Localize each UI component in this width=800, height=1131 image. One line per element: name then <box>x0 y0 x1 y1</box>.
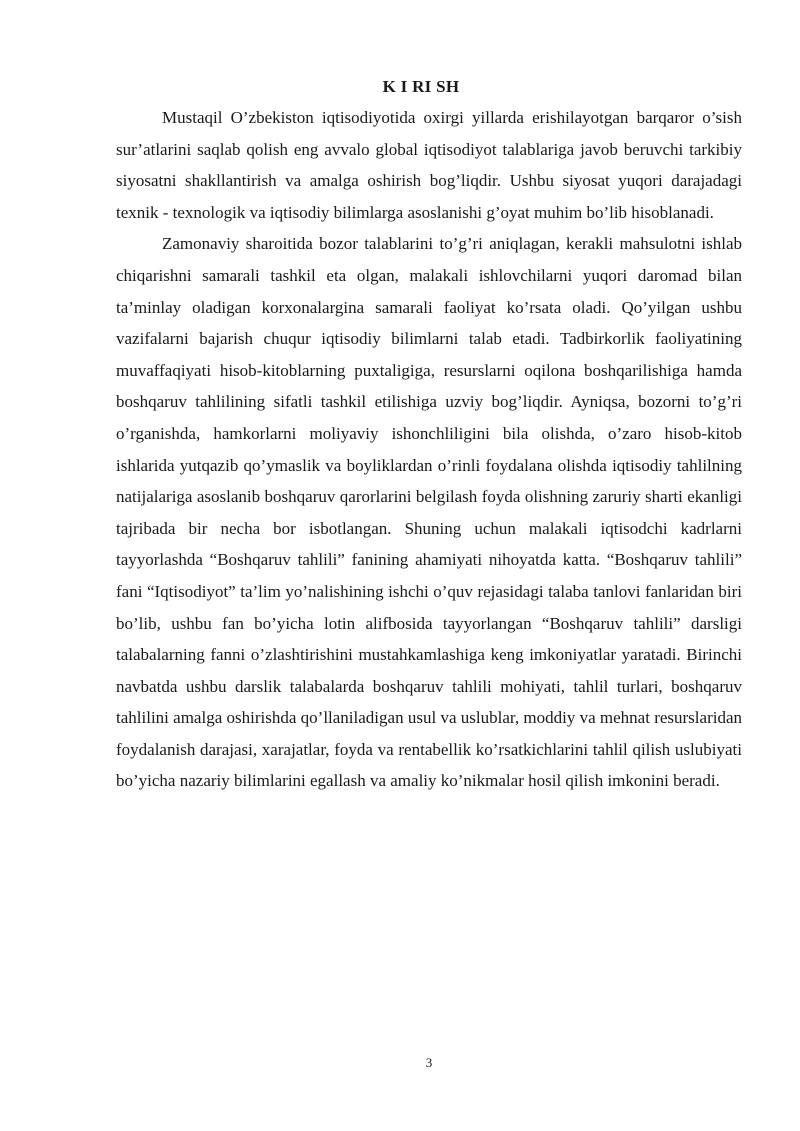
paragraph-2: Zamonaviy sharoitida bozor talablarini to’g’ri aniqlagan, kerakli mahsulotni ishlab chiqarishni samarali tashkil eta olgan, malakali ishlovchilarni yuqori daromad bilan ta’minlay oladigan korxonalargina samarali faoliyat ko’rsata oladi. Qo’yilgan ushbu vazifalarni bajarish chuqur iqtisodiy bilimlarni talab etadi. Tadbirkorlik faoliyatining muvaffaqiyati hisob-kitoblarning puxtaligiga, resurslarni oqilona boshqarilishiga hamda boshqaruv tahlilining sifatli tashkil etilishiga uzviy bog’liqdir. Ayniqsa, bozorni to’g’ri o’rganishda, hamkorlarni moliyaviy ishonchliligini bila olishda, o’zaro hisob-kitob ishlarida yutqazib qo’ymaslik va boyliklardan o’rinli foydalana olishda iqtisodiy tahlilning natijalariga asoslanib boshqaruv qarorlarini belgilash foyda olishning zaruriy sharti ekanligi tajribada bir necha bor isbotlangan. Shuning uchun malakali iqtisodchi kadrlarni tayyorlashda “Boshqaruv tahlili” fanining ahamiyati nihoyatda katta. “Boshqaruv tahlili” fani “Iqtisodiyot” ta’lim yo’nalishining ishchi o’quv rejasidagi talaba tanlovi fanlaridan biri bo’lib, ushbu fan bo’yicha lotin alifbosida tayyorlangan “Boshqaruv tahlili” darsligi talabalarning fanni o’zlashtirishini mustahkamlashiga keng imkoniyatlar yaratadi. Birinchi navbatda ushbu darslik talabalarda boshqaruv tahlili mohiyati, tahlil turlari, boshqaruv tahlilini amalga oshirishda qo’llaniladigan usul va uslublar, moddiy va mehnat resurslaridan foydalanish darajasi, xarajatlar, foyda va rentabellik ko’rsatkichlarini tahlil qilish uslubiyati bo’yicha nazariy bilimlarini egallash va amaliy ko’nikmalar hosil qilish imkonini beradi. <box>116 234 742 791</box>
paragraph-1: Mustaqil O’zbekiston iqtisodiyotida oxirgi yillarda erishilayotgan barqaror o’sish sur’atlarini saqlab qolish eng avvalo global iqtisodiyot talablariga javob beruvchi tarkibiy siyosatni shakllantirish va amalga oshirish bog’liqdir. Ushbu siyosat yuqori darajadagi texnik - texnologik va iqtisodiy bilimlarga asoslanishi g’oyat muhim bo’lib hisoblanadi. <box>116 108 742 222</box>
page-number: 3 <box>425 1055 433 1070</box>
body-text <box>116 102 742 797</box>
page-title: K I RI SH <box>382 77 460 96</box>
